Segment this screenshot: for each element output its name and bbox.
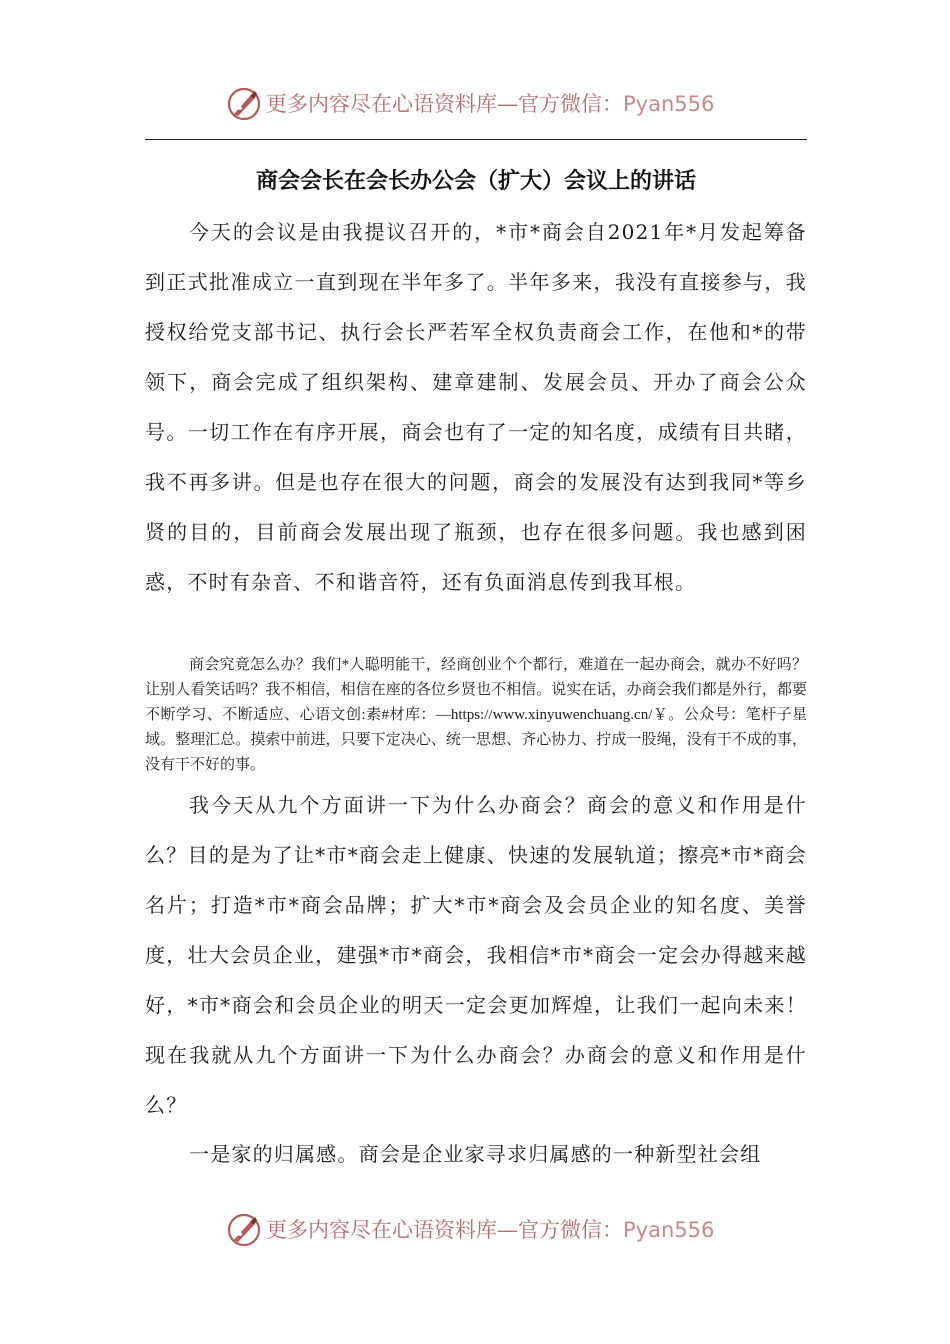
banner-wechat-id: Pyan556 bbox=[623, 1218, 715, 1242]
banner-text bbox=[266, 1216, 714, 1244]
paragraph-2: 商会究竟怎么办？我们*人聪明能干，经商创业个个都行，难道在一起办商会，就办不好吗？让别人看笑话吗？我不相信，相信在座的各位乡贤也不相信。说实在话，办商会我们都是外行，都要不断学习、不断适应、心语文创:素#材库：—https://www.xinyuwenchuang.cn/￥。公众号：笔杆子星域。整理汇总。摸索中前进，只要下定决心、统一思想、齐心协力、拧成一股绳，没有干不成的事，没有干不好的事。 bbox=[145, 657, 807, 773]
banner-text bbox=[266, 90, 714, 118]
banner-text-cn: 更多内容尽在心语资料库—官方微信： bbox=[266, 92, 623, 116]
header-divider bbox=[145, 139, 807, 140]
pen-nib-logo-icon bbox=[226, 86, 262, 122]
paragraph-4: 一是家的归属感。商会是企业家寻求归属感的一种新型社会组 bbox=[189, 1142, 762, 1166]
paragraph-3: 我今天从九个方面讲一下为什么办商会？商会的意义和作用是什么？目的是为了让*市*商会走上健康、快速的发展轨道；擦亮*市*商会名片；打造*市*商会品牌；扩大*市*商会及会员企业的知名度、美誉度，壮大会员企业，建强*市*商会，我相信*市*商会一定会办得越来越好，*市*商会和会员企业的明天一定会更加辉煌，让我们一起向未来！现在我就从九个方面讲一下为什么办商会？办商会的意义和作用是什么？ bbox=[145, 793, 807, 1117]
banner-text-cn: 更多内容尽在心语资料库—官方微信： bbox=[266, 1218, 623, 1242]
paragraph-1: 今天的会议是由我提议召开的，*市*商会自2021年*月发起筹备到正式批准成立一直到现在半年多了。半年多来，我没有直接参与，我授权给党支部书记、执行会长严若军全权负责商会工作，在他和*的带领下，商会完成了组织架构、建章建制、发展会员、开办了商会公众号。一切工作在有序开展，商会也有了一定的知名度，成绩有目共睹，我不再多讲。但是也存在很大的问题，商会的发展没有达到我同*等乡贤的目的，目前商会发展出现了瓶颈，也存在很多问题。我也感到困惑，不时有杂音、不和谐音符，还有负面消息传到我耳根。 bbox=[145, 220, 807, 594]
document-title: 商会会长在会长办公会（扩大）会议上的讲话 bbox=[255, 169, 696, 194]
banner-wechat-id: Pyan556 bbox=[623, 92, 715, 116]
pen-nib-logo-icon bbox=[226, 1212, 262, 1248]
header-banner bbox=[0, 82, 950, 126]
footer-banner bbox=[0, 1208, 950, 1252]
